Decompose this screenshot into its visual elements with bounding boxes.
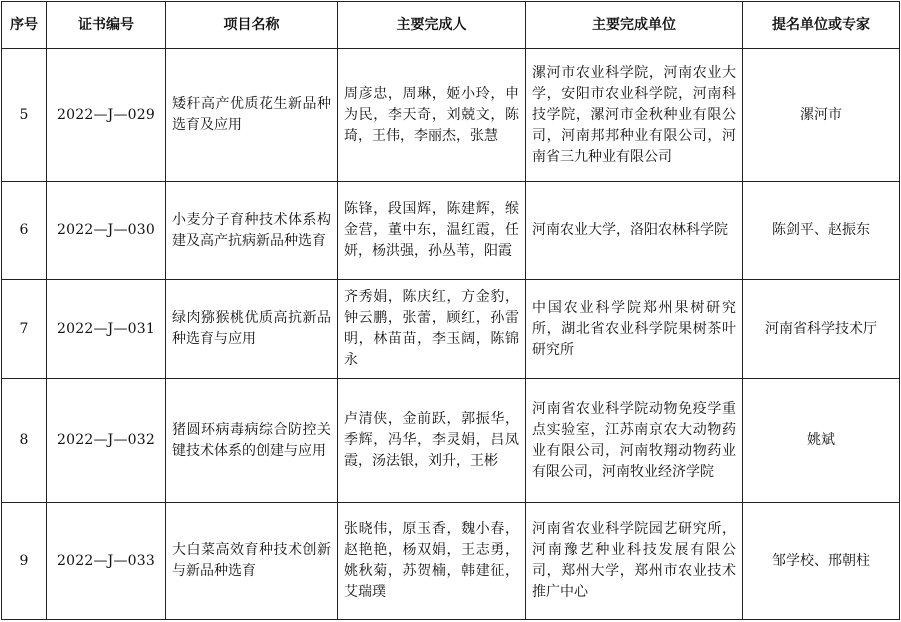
- header-index: 序号: [2, 2, 47, 49]
- cell-cert: 2022—J—033: [47, 503, 166, 620]
- cell-project: 猪圆环病毒病综合防控关键技术体系的创建与应用: [166, 379, 338, 503]
- cell-project: 绿肉猕猴桃优质高抗新品种选育与应用: [166, 280, 338, 379]
- header-units: 主要完成单位: [526, 2, 743, 49]
- header-nominator: 提名单位或专家: [743, 2, 900, 49]
- header-row: [2, 2, 900, 49]
- cell-nominator: 邹学校、邢朝柱: [743, 503, 900, 620]
- cell-units: 中国农业科学院郑州果树研究所，湖北省农业科学院果树茶叶研究所: [526, 280, 743, 379]
- cell-cert: 2022—J—030: [47, 182, 166, 280]
- table-row: [2, 182, 900, 280]
- cell-index: 8: [2, 379, 47, 503]
- cell-people: 卢清侠，金前跃，郭振华，季辉，冯华，李灵娟，吕凤霞，汤法银，刘升，王彬: [338, 379, 526, 503]
- cell-units: 河南省农业科学院动物免疫学重点实验室，江苏南京农大动物药业有限公司，河南牧翔动物药业有限公司，河南牧业经济学院: [526, 379, 743, 503]
- table-header: [2, 2, 900, 49]
- awards-table: [1, 1, 900, 620]
- cell-cert: 2022—J—031: [47, 280, 166, 379]
- table-row: [2, 379, 900, 503]
- cell-units: 河南农业大学，洛阳农林科学院: [526, 182, 743, 280]
- header-project: 项目名称: [166, 2, 338, 49]
- cell-project: 矮秆高产优质花生新品种选育及应用: [166, 49, 338, 182]
- cell-cert: 2022—J—032: [47, 379, 166, 503]
- cell-nominator: 漯河市: [743, 49, 900, 182]
- cell-units: 河南省农业科学院园艺研究所，河南豫艺种业科技发展有限公司，郑州大学，郑州市农业技术推广中心: [526, 503, 743, 620]
- cell-project: 大白菜高效育种技术创新与新品种选育: [166, 503, 338, 620]
- cell-index: 6: [2, 182, 47, 280]
- cell-people: 齐秀娟，陈庆红，方金豹，钟云鹏，张蕾，顾红，孙雷明，林苗苗，李玉阔，陈锦永: [338, 280, 526, 379]
- cell-people: 陈锋，段国辉，陈建辉，缑金营，董中东，温红霞，任妍，杨洪强，孙丛苇，阳霞: [338, 182, 526, 280]
- table-row: [2, 280, 900, 379]
- cell-index: 5: [2, 49, 47, 182]
- cell-nominator: 姚斌: [743, 379, 900, 503]
- cell-index: 7: [2, 280, 47, 379]
- header-cert: 证书编号: [47, 2, 166, 49]
- cell-project: 小麦分子育种技术体系构建及高产抗病新品种选育: [166, 182, 338, 280]
- header-people: 主要完成人: [338, 2, 526, 49]
- cell-people: 张晓伟，原玉香，魏小春，赵艳艳，杨双娟，王志勇，姚秋菊，苏贺楠，韩建征，艾瑞璞: [338, 503, 526, 620]
- cell-cert: 2022—J—029: [47, 49, 166, 182]
- cell-nominator: 陈剑平、赵振东: [743, 182, 900, 280]
- cell-index: 9: [2, 503, 47, 620]
- cell-units: 漯河市农业科学院，河南农业大学，安阳市农业科学院，河南科技学院，漯河市金秋种业有限公司，河南邦邦种业有限公司，河南省三九种业有限公司: [526, 49, 743, 182]
- table-row: [2, 503, 900, 620]
- cell-nominator: 河南省科学技术厅: [743, 280, 900, 379]
- table-row: [2, 49, 900, 182]
- table-body: [2, 49, 900, 620]
- cell-people: 周彦忠，周琳，姬小玲，申为民，李天奇，刘兢文，陈琦，王伟，李丽杰，张慧: [338, 49, 526, 182]
